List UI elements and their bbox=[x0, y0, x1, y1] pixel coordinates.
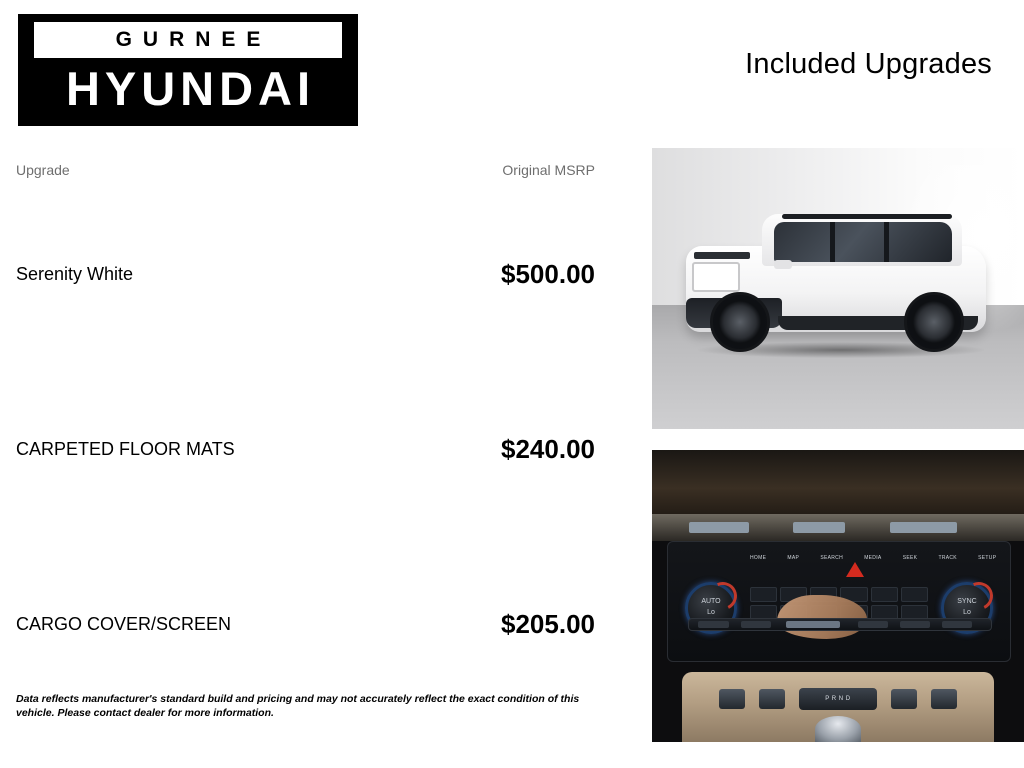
upgrade-price: $205.00 bbox=[501, 609, 595, 639]
rotary-shifter bbox=[815, 716, 861, 742]
vehicle-windows bbox=[774, 222, 952, 262]
dashboard-vent-strip bbox=[652, 514, 1024, 540]
hazard-light-icon bbox=[846, 562, 864, 577]
side-mirror bbox=[774, 260, 792, 269]
upgrade-price: $240.00 bbox=[501, 434, 595, 464]
console-button bbox=[719, 689, 745, 709]
button-track: TRACK bbox=[938, 555, 957, 562]
dealer-logo bbox=[18, 14, 358, 126]
console-button-row bbox=[719, 687, 956, 711]
suv-illustration bbox=[678, 200, 998, 380]
table-row bbox=[0, 609, 612, 642]
vent-slot bbox=[793, 522, 845, 533]
table-row bbox=[0, 259, 612, 292]
vehicle-exterior-photo bbox=[652, 148, 1024, 429]
button-media: MEDIA bbox=[864, 555, 882, 562]
console-button bbox=[759, 689, 785, 709]
roof-rails bbox=[782, 214, 952, 219]
knob-label-lo: Lo bbox=[963, 609, 971, 617]
button-setup: SETUP bbox=[978, 555, 997, 562]
mode-chip bbox=[942, 621, 972, 628]
table-row bbox=[0, 434, 612, 467]
knob-label-auto: AUTO bbox=[701, 598, 721, 606]
dealer-logo-line1-box bbox=[34, 22, 342, 58]
upgrade-price: $500.00 bbox=[501, 259, 595, 289]
front-wheel bbox=[710, 292, 770, 352]
dealer-logo-line2-box bbox=[26, 58, 350, 118]
climate-button bbox=[750, 587, 777, 602]
drive-mode-selector bbox=[786, 621, 840, 628]
center-control-stack bbox=[667, 541, 1011, 663]
vent-slot bbox=[890, 522, 957, 533]
center-console bbox=[682, 672, 994, 742]
rear-wheel bbox=[904, 292, 964, 352]
button-seek: SEEK bbox=[902, 555, 918, 562]
upgrade-name: CARGO COVER/SCREEN bbox=[16, 614, 232, 634]
column-header-upgrade: Upgrade bbox=[16, 162, 70, 178]
vehicle-interior-photo bbox=[652, 450, 1024, 742]
c-pillar bbox=[884, 222, 889, 262]
console-button bbox=[931, 689, 957, 709]
knob-label-sync: SYNC bbox=[957, 598, 977, 606]
upgrades-table bbox=[0, 148, 612, 748]
gear-selector-label: P R N D bbox=[799, 688, 877, 710]
dashboard-top bbox=[652, 450, 1024, 514]
page-title: Included Upgrades bbox=[745, 48, 992, 80]
upgrade-name: CARPETED FLOOR MATS bbox=[16, 439, 235, 459]
console-button bbox=[891, 689, 917, 709]
dealer-logo-line2: HYUNDAI bbox=[65, 61, 316, 115]
button-home: HOME bbox=[750, 555, 767, 562]
headlight bbox=[694, 252, 750, 259]
mode-chip bbox=[900, 621, 930, 628]
disclaimer-text: Data reflects manufacturer's standard build and pricing and may not accurately reflect the exact condition of this vehicle. Please contact dealer for more information. bbox=[16, 692, 580, 719]
b-pillar bbox=[830, 222, 835, 262]
mode-chip bbox=[858, 621, 888, 628]
button-map: MAP bbox=[787, 555, 800, 562]
climate-button bbox=[871, 587, 898, 602]
drive-mode-bar bbox=[688, 618, 991, 631]
infotainment-button-row bbox=[750, 552, 996, 564]
mode-chip bbox=[698, 621, 728, 628]
column-header-msrp: Original MSRP bbox=[502, 162, 595, 178]
knob-label-lo: Lo bbox=[707, 609, 715, 617]
climate-button bbox=[901, 587, 928, 602]
mode-chip bbox=[741, 621, 771, 628]
vent-slot bbox=[689, 522, 749, 533]
upgrade-name: Serenity White bbox=[16, 264, 134, 284]
front-grille bbox=[692, 262, 740, 292]
button-search: SEARCH bbox=[820, 555, 843, 562]
dealer-logo-line1: GURNEE bbox=[115, 28, 272, 51]
